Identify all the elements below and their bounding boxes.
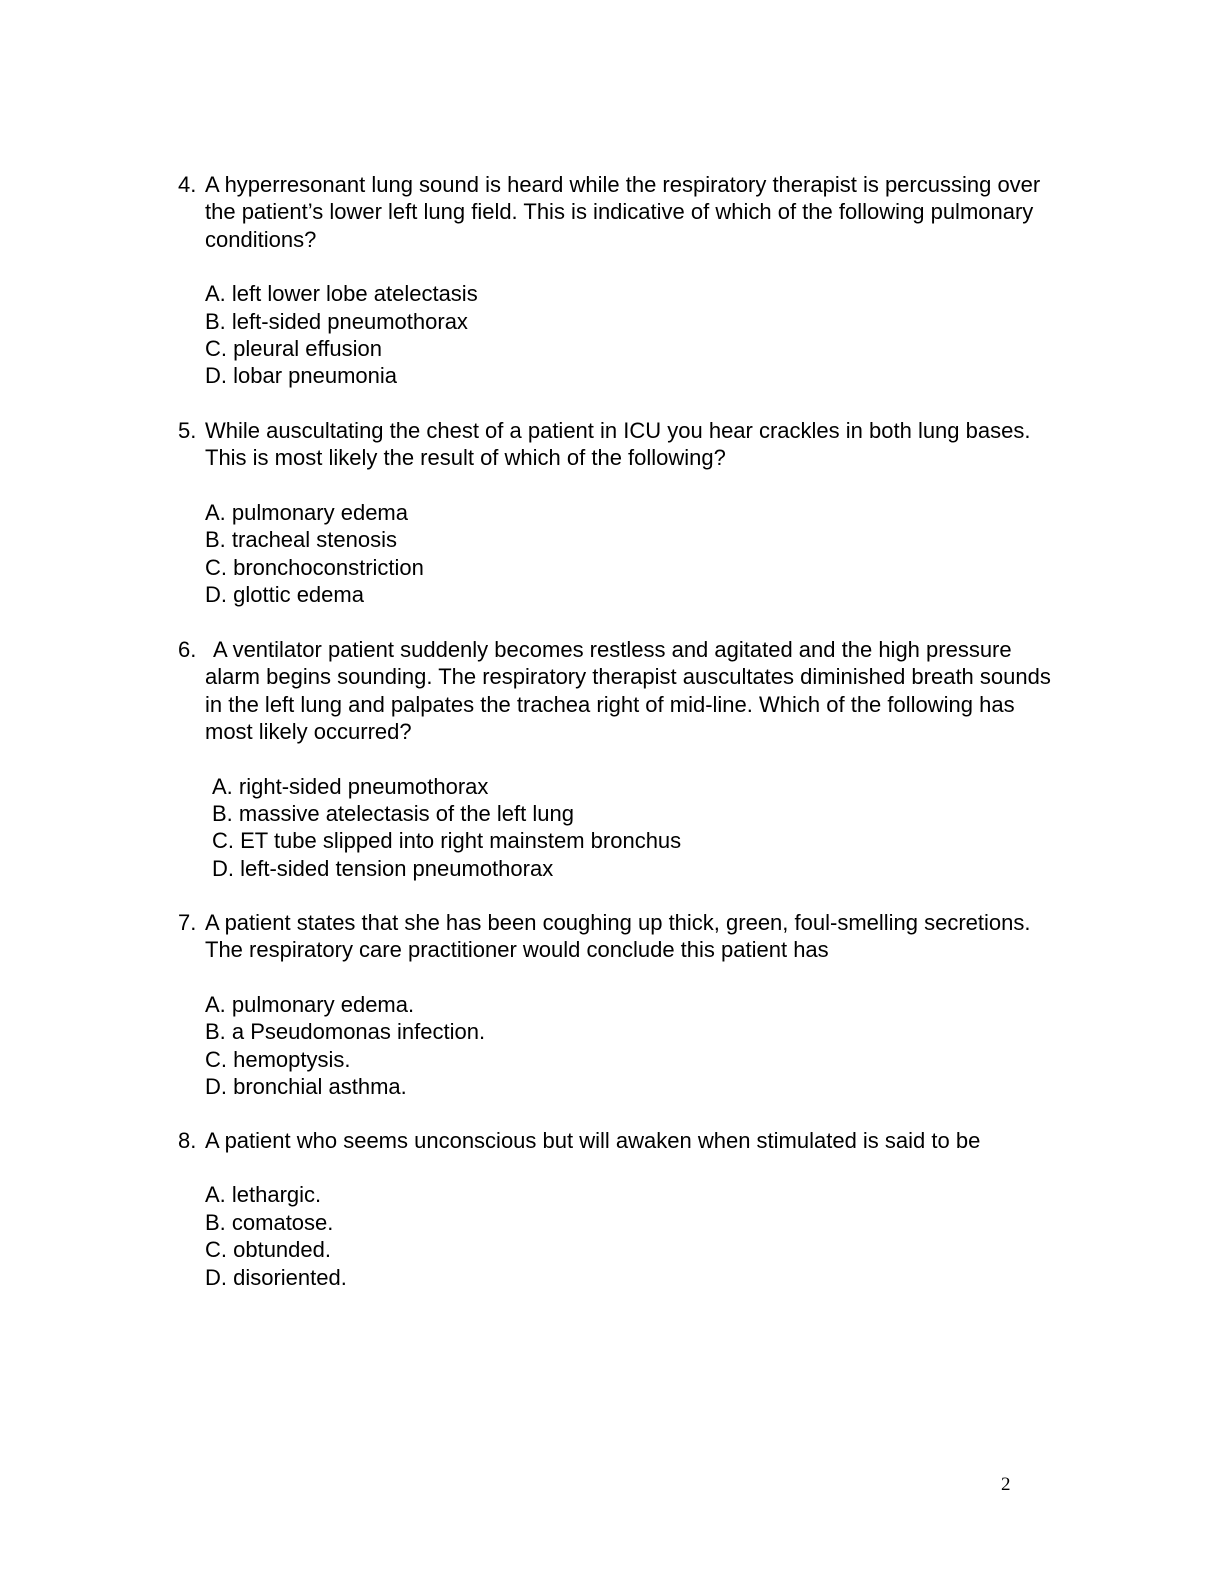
question-number: 8. — [178, 1128, 197, 1153]
question-5 — [178, 417, 1058, 608]
answer-option-a: A. lethargic. — [205, 1182, 322, 1208]
question-number: 7. — [178, 910, 197, 935]
question-stem — [178, 171, 1058, 253]
answer-option-b: B. massive atelectasis of the left lung — [212, 801, 574, 827]
question-number: 4. — [178, 172, 197, 197]
question-text: While auscultating the chest of a patient in ICU you hear crackles in both lung bases. This is most likely the result of which of the following? — [205, 418, 1031, 471]
answer-option-d: D. left-sided tension pneumothorax — [212, 855, 554, 881]
answer-option-d: D. glottic edema — [205, 582, 364, 608]
answer-option-b: B. left-sided pneumothorax — [205, 308, 468, 334]
answer-option-c: C. obtunded. — [205, 1237, 331, 1263]
answer-option-d: D. disoriented. — [205, 1264, 347, 1290]
answer-option-d: D. bronchial asthma. — [205, 1074, 407, 1100]
answer-option-c: C. bronchoconstriction — [205, 554, 424, 580]
question-7 — [178, 909, 1058, 1100]
answer-options — [205, 280, 1058, 390]
question-stem — [178, 636, 1058, 746]
answer-option-b: B. a Pseudomonas infection. — [205, 1019, 486, 1045]
answer-option-a: A. left lower lobe atelectasis — [205, 281, 478, 307]
answer-option-c: C. pleural effusion — [205, 336, 382, 362]
question-number: 5. — [178, 418, 197, 443]
answer-options — [205, 499, 1058, 609]
answer-option-c: C. ET tube slipped into right mainstem bronchus — [212, 828, 682, 854]
question-8 — [178, 1127, 1058, 1291]
answer-option-c: C. hemoptysis. — [205, 1046, 351, 1072]
page-number: 2 — [1001, 1474, 1011, 1495]
answer-option-a: A. pulmonary edema. — [205, 991, 415, 1017]
answer-options — [205, 1181, 1058, 1291]
question-stem — [178, 1127, 1058, 1154]
answer-option-d: D. lobar pneumonia — [205, 363, 398, 389]
answer-option-a: A. right-sided pneumothorax — [212, 773, 489, 799]
question-4 — [178, 171, 1058, 390]
answer-options — [212, 773, 1058, 883]
question-text: A hyperresonant lung sound is heard while the respiratory therapist is percussing over the patient’s lower left lung field. This is indicative of which of the following pulmonary conditions? — [205, 172, 1041, 252]
question-stem — [178, 417, 1058, 472]
question-text: A patient who seems unconscious but will awaken when stimulated is said to be — [205, 1128, 981, 1153]
question-number: 6. — [178, 637, 197, 662]
answer-option-b: B. tracheal stenosis — [205, 527, 397, 553]
question-text: A ventilator patient suddenly becomes restless and agitated and the high pressure alarm begins sounding. The respiratory therapist auscultates diminished breath sounds in the left lung and palpates the trachea right of mid-line. Which of the following has most likely occurred? — [205, 637, 1051, 745]
question-6 — [178, 636, 1058, 882]
answer-options — [205, 991, 1058, 1101]
question-text: A patient states that she has been coughing up thick, green, foul-smelling secretions. The respiratory care practitioner would conclude this patient has — [205, 910, 1031, 963]
answer-option-a: A. pulmonary edema — [205, 499, 408, 525]
question-stem — [178, 909, 1058, 964]
answer-option-b: B. comatose. — [205, 1209, 334, 1235]
